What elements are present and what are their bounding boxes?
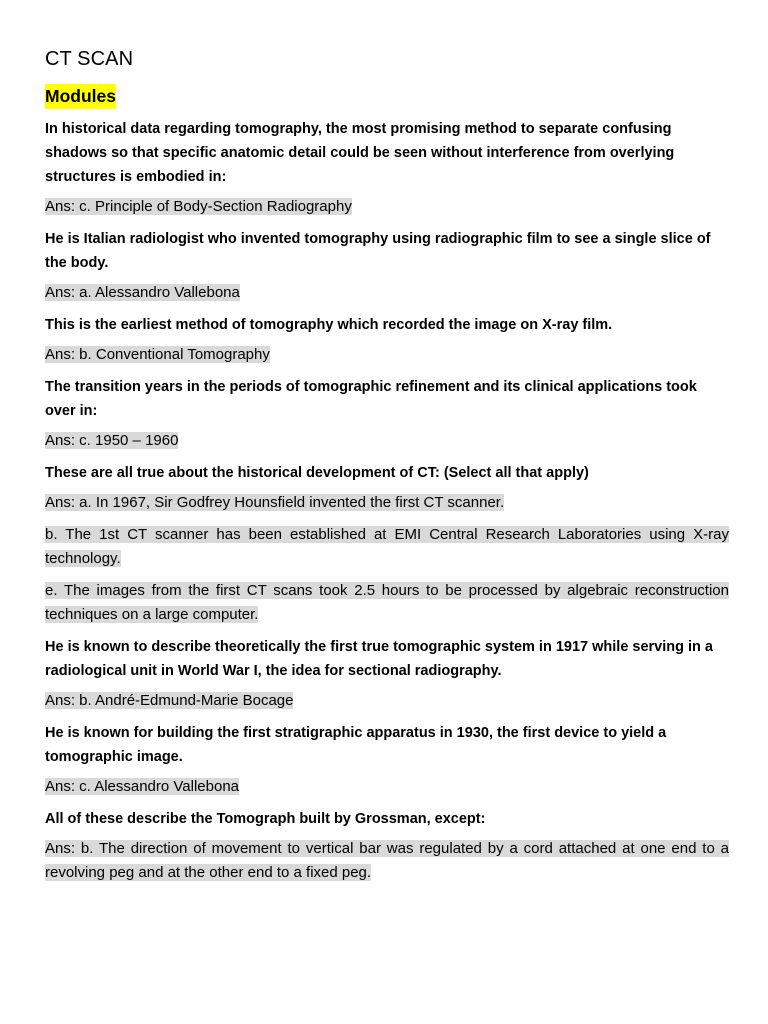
- question-text: All of these describe the Tomograph built by Grossman, except:: [45, 811, 486, 827]
- answer-text: Ans: a. Alessandro Vallebona: [45, 284, 240, 301]
- answer-text: Ans: c. Principle of Body-Section Radiography: [45, 198, 352, 215]
- question-text: The transition years in the periods of tomographic refinement and its clinical applications took over in:: [45, 379, 697, 419]
- answer-paragraph: [45, 491, 729, 515]
- question-text: These are all true about the historical development of CT: (Select all that apply): [45, 465, 589, 481]
- answer-paragraph: [45, 429, 729, 453]
- answer-paragraph: [45, 343, 729, 367]
- answer-paragraph: [45, 195, 729, 219]
- question-text: This is the earliest method of tomography which recorded the image on X-ray film.: [45, 317, 613, 333]
- answer-paragraph: [45, 775, 729, 799]
- section-heading-wrapper: [45, 84, 729, 117]
- answer-text: Ans: b. André-Edmund-Marie Bocage: [45, 692, 294, 709]
- question-text: He is Italian radiologist who invented tomography using radiographic film to see a single slice of the body.: [45, 231, 711, 271]
- answer-text: Ans: c. 1950 – 1960: [45, 432, 179, 449]
- answer-paragraph: [45, 837, 729, 885]
- answer-text: e. The images from the first CT scans took 2.5 hours to be processed by algebraic reconstruction techniques on a large computer.: [45, 582, 729, 623]
- question-text: He is known to describe theoretically the first true tomographic system in 1917 while serving in a radiological unit in World War I, the idea for sectional radiography.: [45, 639, 713, 679]
- answer-paragraph: [45, 523, 729, 571]
- document-page: [45, 44, 729, 893]
- section-heading: Modules: [45, 84, 116, 109]
- answer-text: Ans: b. Conventional Tomography: [45, 346, 270, 363]
- answer-paragraph: [45, 579, 729, 627]
- answer-text: Ans: b. The direction of movement to vertical bar was regulated by a cord attached at one end to a revolving peg and at the other end to a fixed peg.: [45, 840, 729, 881]
- answer-text: Ans: a. In 1967, Sir Godfrey Hounsfield invented the first CT scanner.: [45, 494, 505, 511]
- answer-text: Ans: c. Alessandro Vallebona: [45, 778, 240, 795]
- document-title: CT SCAN: [45, 48, 134, 70]
- answer-paragraph: [45, 281, 729, 305]
- question-text: He is known for building the first stratigraphic apparatus in 1930, the first device to yield a tomographic image.: [45, 725, 667, 765]
- answer-text: b. The 1st CT scanner has been established at EMI Central Research Laboratories using X-ray technology.: [45, 526, 729, 567]
- answer-paragraph: [45, 689, 729, 713]
- question-text: In historical data regarding tomography, the most promising method to separate confusing shadows so that specific anatomic detail could be seen without interference from overlying structures is embodied in:: [45, 121, 675, 185]
- qa-list: [45, 117, 729, 885]
